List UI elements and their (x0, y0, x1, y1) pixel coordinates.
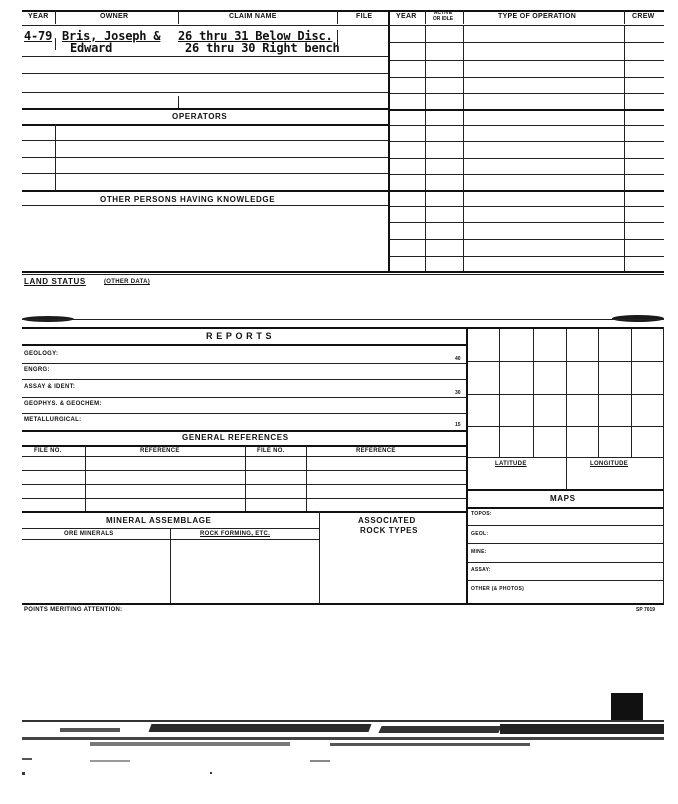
ref-file-no-1: FILE NO. (34, 448, 62, 454)
header-owner: OWNER (100, 13, 129, 20)
report-num-geology: 40 (455, 356, 461, 362)
header-year: YEAR (28, 13, 49, 20)
black-square (611, 693, 643, 721)
ref-file-no-2: FILE NO. (257, 448, 285, 454)
entry-year-1: 4-79 (24, 29, 53, 43)
section-associated-1: ASSOCIATED (358, 516, 416, 525)
longitude-label: LONGITUDE (590, 461, 629, 467)
latitude-label: LATITUDE (495, 461, 527, 467)
maps-assay: ASSAY: (471, 567, 491, 573)
section-associated-2: ROCK TYPES (360, 526, 419, 535)
section-reports: R E P O R T S (206, 331, 273, 341)
section-other-persons: OTHER PERSONS HAVING KNOWLEDGE (100, 195, 276, 204)
maps-geol: GEOL: (471, 531, 489, 537)
section-general-references: GENERAL REFERENCES (182, 433, 289, 442)
section-mineral-assemblage: MINERAL ASSEMBLAGE (106, 516, 212, 525)
entry-owner-2: Edward (70, 41, 113, 55)
report-geology: GEOLOGY: (24, 351, 59, 357)
report-num-assay: 30 (455, 390, 461, 396)
land-status-sub: (OTHER DATA) (104, 279, 151, 285)
ref-reference-1: REFERENCE (140, 448, 180, 454)
mineral-rock-forming: ROCK FORMING, ETC. (200, 531, 271, 537)
section-maps: MAPS (550, 494, 576, 503)
land-status-title: LAND STATUS (24, 277, 86, 286)
report-assay: ASSAY & IDENT: (24, 384, 76, 390)
mineral-ore-minerals: ORE MINERALS (64, 531, 114, 537)
maps-other: OTHER (& PHOTOS) (471, 586, 525, 592)
form-code: SP 7019 (636, 607, 656, 613)
header-active-2: OR IDLE (432, 16, 454, 22)
report-engrg: ENGRG: (24, 367, 50, 373)
header-year-2: YEAR (396, 13, 417, 20)
header-claim-name: CLAIM NAME (229, 13, 277, 20)
entry-claim-2: 26 thru 30 Right bench (185, 41, 340, 55)
maps-mine: MINE: (471, 549, 487, 555)
report-num-metal: 15 (455, 422, 461, 428)
report-metallurgical: METALLURGICAL: (24, 417, 82, 423)
header-crew: CREW (632, 13, 655, 20)
header-type-of-operation: TYPE OF OPERATION (498, 13, 577, 20)
entry-claim-1: 26 thru 31 Below Disc. (178, 29, 333, 43)
points-meriting-attention: POINTS MERITING ATTENTION: (24, 607, 123, 613)
ref-reference-2: REFERENCE (356, 448, 396, 454)
header-active-1: ACTIVE (433, 10, 453, 16)
report-geophys: GEOPHYS. & GEOCHEM: (24, 401, 102, 407)
entry-owner-1: Bris, Joseph & (62, 29, 161, 43)
header-file: FILE (356, 13, 373, 20)
maps-topos: TOPOS: (471, 511, 492, 517)
section-operators: OPERATORS (172, 112, 228, 121)
